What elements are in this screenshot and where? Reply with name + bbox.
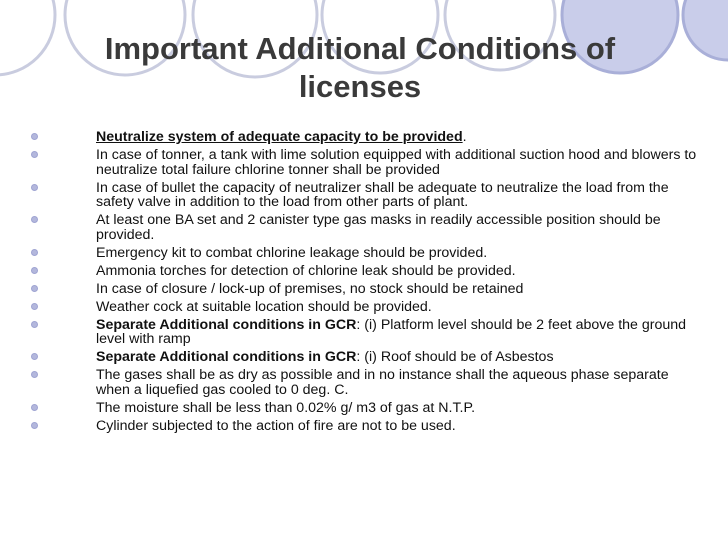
deco-circle-filled xyxy=(683,0,728,60)
deco-circle-outline xyxy=(0,0,55,75)
title-line-2: licenses xyxy=(298,69,422,104)
bullet-dot-icon xyxy=(31,303,38,310)
bullet-item xyxy=(0,130,728,145)
bullet-bold-text: Separate Additional conditions in GCR xyxy=(96,316,357,333)
bullet-item xyxy=(0,181,728,210)
bullet-dot-icon xyxy=(31,249,38,256)
bullet-text: In case of closure / lock-up of premises, no stock should be retained xyxy=(96,280,524,297)
bullet-item xyxy=(0,148,728,177)
bullet-dot-icon xyxy=(31,321,38,328)
bullet-item xyxy=(0,246,728,261)
bullet-text: : (i) Platform level should be 2 feet above the ground level with ramp xyxy=(96,316,687,348)
bullet-dot-icon xyxy=(31,184,38,191)
bullet-item xyxy=(0,350,728,365)
bullet-item xyxy=(0,368,728,397)
bullet-item xyxy=(0,213,728,242)
bullet-item xyxy=(0,264,728,279)
bullet-text: Ammonia torches for detection of chlorine leak should be provided. xyxy=(96,262,516,279)
bullet-text: The moisture shall be less than 0.02% g/ m3 of gas at N.T.P. xyxy=(96,399,476,416)
bullet-text: At least one BA set and 2 canister type gas masks in readily accessible position should be provided. xyxy=(96,212,661,243)
bullet-text: Weather cock at suitable location should be provided. xyxy=(96,298,432,315)
bullet-text: In case of bullet the capacity of neutralizer shall be adequate to neutralize the load from the safety valve in addition to the load from other parts of plant. xyxy=(96,179,669,211)
bullet-item xyxy=(0,318,728,347)
bullet-item xyxy=(0,282,728,297)
bullet-bold-text: Separate Additional conditions in GCR xyxy=(96,349,357,366)
bullet-dot-icon xyxy=(31,371,38,378)
bullet-text: . xyxy=(462,129,467,145)
bullet-item xyxy=(0,300,728,315)
bullet-dot-icon xyxy=(31,151,38,158)
title-line-1: Important Additional Conditions of xyxy=(104,31,616,66)
bullet-dot-icon xyxy=(31,422,38,429)
bullet-dot-icon xyxy=(31,216,38,223)
bullet-list xyxy=(0,130,728,437)
bullet-dot-icon xyxy=(31,133,38,140)
bullet-text: : (i) Roof should be of Asbestos xyxy=(356,349,554,366)
bullet-text: Emergency kit to combat chlorine leakage should be provided. xyxy=(96,244,488,261)
bullet-dot-icon xyxy=(31,353,38,360)
bullet-text: Cylinder subjected to the action of fire are not to be used. xyxy=(96,417,456,434)
bullet-dot-icon xyxy=(31,267,38,274)
bullet-bold-text: Neutralize system of adequate capacity to be provided xyxy=(96,129,463,145)
bullet-text: The gases shall be as dry as possible and in no instance shall the aqueous phase separate when a liquefied gas cooled to 0 deg. C. xyxy=(96,367,669,398)
bullet-item xyxy=(0,419,728,434)
bullet-dot-icon xyxy=(31,285,38,292)
bullet-text: In case of tonner, a tank with lime solution equipped with additional suction hood and blowers to neutralize total failure chlorine tonner shall be provided xyxy=(96,146,697,178)
bullet-dot-icon xyxy=(31,404,38,411)
slide-title xyxy=(60,30,660,106)
bullet-item xyxy=(0,401,728,416)
